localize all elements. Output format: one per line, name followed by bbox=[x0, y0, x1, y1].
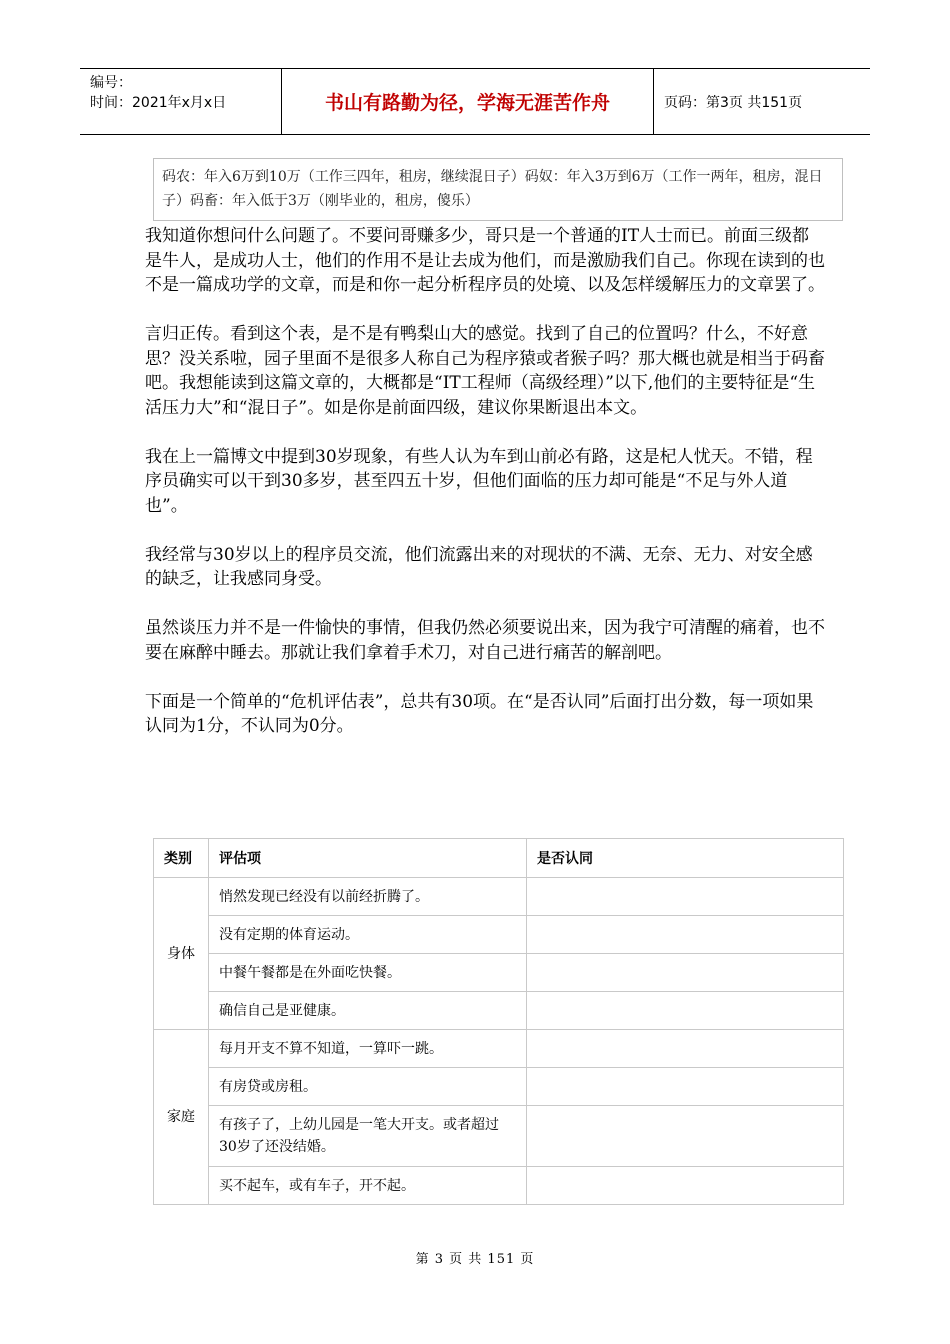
header-item: 评估项 bbox=[209, 839, 527, 878]
agree-cell[interactable] bbox=[527, 916, 844, 954]
item-cell: 确信自己是亚健康。 bbox=[209, 992, 527, 1030]
category-cell: 家庭 bbox=[154, 1030, 209, 1205]
header-category: 类别 bbox=[154, 839, 209, 878]
table-row bbox=[154, 1167, 844, 1205]
crisis-assessment-table bbox=[153, 838, 844, 1205]
table-row bbox=[154, 916, 844, 954]
header-time-label: 时间：2021年x月x日 bbox=[90, 95, 227, 111]
table-row bbox=[154, 1030, 844, 1068]
header-page-info: 页码：第3页 共151页 bbox=[664, 94, 803, 111]
agree-cell[interactable] bbox=[527, 992, 844, 1030]
category-cell: 身体 bbox=[154, 878, 209, 1030]
table-header-row bbox=[154, 839, 844, 878]
table-row bbox=[154, 878, 844, 916]
paragraph: 下面是一个简单的“危机评估表”，总共有30项。在“是否认同”后面打出分数，每一项如果认同为1分，不认同为0分。 bbox=[145, 691, 814, 736]
item-cell: 每月开支不算不知道，一算吓一跳。 bbox=[209, 1030, 527, 1068]
item-cell: 买不起车，或有车子，开不起。 bbox=[209, 1167, 527, 1205]
quote-box: 码农：年入6万到10万（工作三四年，租房，继续混日子）码奴：年入3万到6万（工作一两年，租房，混日子）码畜：年入低于3万（刚毕业的，租房，傻乐） bbox=[153, 158, 843, 221]
item-cell: 悄然发现已经没有以前经折腾了。 bbox=[209, 878, 527, 916]
agree-cell[interactable] bbox=[527, 1106, 844, 1167]
table-row bbox=[154, 1106, 844, 1167]
header-motto: 书山有路勤为径，学海无涯苦作舟 bbox=[282, 69, 654, 134]
agree-cell[interactable] bbox=[527, 1068, 844, 1106]
header-agree: 是否认同 bbox=[527, 839, 844, 878]
table-row bbox=[154, 1068, 844, 1106]
page-footer: 第 3 页 共 151 页 bbox=[415, 1252, 535, 1267]
paragraph: 我知道你想问什么问题了。不要问哥赚多少，哥只是一个普通的IT人士而已。前面三级都是牛人，是成功人士，他们的作用不是让去成为他们，而是激励我们自己。你现在读到的也不是一篇成功学的文章，而是和你一起分析程序员的处境、以及怎样缓解压力的文章罢了。 bbox=[145, 226, 825, 295]
paragraph: 虽然谈压力并不是一件愉快的事情，但我仍然必须要说出来，因为我宁可清醒的痛着，也不要在麻醉中睡去。那就让我们拿着手术刀，对自己进行痛苦的解剖吧。 bbox=[145, 618, 825, 663]
item-cell: 中餐午餐都是在外面吃快餐。 bbox=[209, 954, 527, 992]
table-row bbox=[154, 992, 844, 1030]
page-header bbox=[80, 68, 870, 135]
header-id-label: 编号： bbox=[90, 75, 132, 91]
agree-cell[interactable] bbox=[527, 1167, 844, 1205]
paragraph: 我在上一篇博文中提到30岁现象，有些人认为车到山前必有路，这是杞人忧天。不错，程序员确实可以干到30多岁，甚至四五十岁，但他们面临的压力却可能是“不足与外人道也”。 bbox=[145, 446, 813, 516]
agree-cell[interactable] bbox=[527, 954, 844, 992]
item-cell: 有孩子了，上幼儿园是一笔大开支。或者超过30岁了还没结婚。 bbox=[209, 1106, 527, 1167]
article-body bbox=[145, 224, 825, 763]
agree-cell[interactable] bbox=[527, 878, 844, 916]
agree-cell[interactable] bbox=[527, 1030, 844, 1068]
header-meta bbox=[80, 69, 282, 134]
table-row bbox=[154, 954, 844, 992]
paragraph: 我经常与30岁以上的程序员交流，他们流露出来的对现状的不满、无奈、无力、对安全感的缺乏，让我感同身受。 bbox=[145, 544, 813, 589]
item-cell: 有房贷或房租。 bbox=[209, 1068, 527, 1106]
item-cell: 没有定期的体育运动。 bbox=[209, 916, 527, 954]
paragraph: 言归正传。看到这个表，是不是有鸭梨山大的感觉。找到了自己的位置吗？什么，不好意思？没关系啦，园子里面不是很多人称自己为程序猿或者猴子吗？那大概也就是相当于码畜吧。我想能读到这篇文章的，大概都是“IT工程师（高级经理）”以下,他们的主要特征是“生活压力大”和“混日子”。如是你是前面四级，建议你果断退出本文。 bbox=[145, 324, 825, 418]
